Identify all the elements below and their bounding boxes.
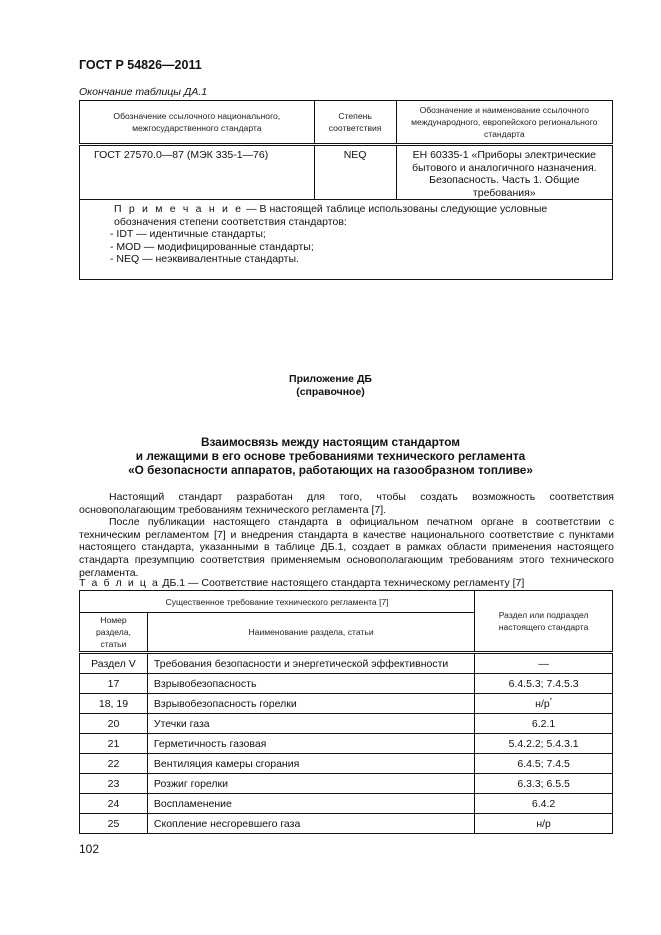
cell-number: 25 (80, 814, 148, 834)
cell-section: 5.4.2.2; 5.4.3.1 (475, 734, 613, 754)
table-row (80, 653, 613, 674)
cell-degree: NEQ (314, 145, 396, 200)
annex-subtitle: (справочное) (296, 386, 365, 398)
cell-number: 22 (80, 754, 148, 774)
table-da1 (79, 100, 613, 280)
cell-name: Герметичность газовая (147, 734, 474, 754)
cell-national: ГОСТ 27570.0—87 (МЭК 335-1—76) (80, 145, 315, 200)
footnote-marker: * (549, 697, 553, 704)
cell-section: 6.4.2 (475, 794, 613, 814)
cell-section: 6.4.5; 7.4.5 (475, 754, 613, 774)
title-line: и лежащими в его основе требованиями технического регламента (135, 449, 526, 463)
table-row (80, 774, 613, 794)
cell-number: 20 (80, 714, 148, 734)
table-row (80, 674, 613, 694)
note-item: - NEQ — неэквивалентные стандарты. (110, 253, 299, 266)
note-label: П р и м е ч а н и е (114, 203, 244, 215)
table-row (80, 814, 613, 834)
cell-name: Скопление несгоревшего газа (147, 814, 474, 834)
paragraph: Настоящий стандарт разработан для того, чтобы создать возможность соответствия основополагающим требованиям технического регламента [7]. (79, 491, 614, 516)
note-row (80, 200, 613, 280)
cell-number: Раздел V (80, 653, 148, 674)
note-item: - IDT — идентичные стандарты; (110, 228, 266, 241)
table-row (80, 714, 613, 734)
cell-section: 6.4.5.3; 7.4.5.3 (475, 674, 613, 694)
table-note (80, 200, 613, 280)
cell-name: Утечки газа (147, 714, 474, 734)
page-number: 102 (79, 842, 100, 856)
cell-number: 18, 19 (80, 694, 148, 714)
cell-number: 24 (80, 794, 148, 814)
column-header-number: Номер раздела, статьи (80, 613, 148, 653)
annex-title: Приложение ДБ (289, 373, 372, 385)
cell-section (475, 694, 613, 714)
group-header: Существенное требование технического регламента [7] (80, 591, 475, 613)
cell-name: Воспламенение (147, 794, 474, 814)
column-header-degree: Степень соответствия (314, 101, 396, 145)
table-header-row (80, 101, 613, 145)
cell-section: н/р (475, 814, 613, 834)
body-text (79, 491, 614, 579)
section-value: н/р (535, 697, 550, 710)
column-header-national: Обозначение ссылочного национального, межгосударственного стандарта (80, 101, 315, 145)
table-caption (79, 577, 524, 589)
cell-section: 6.3.3; 6.5.5 (475, 774, 613, 794)
group-header-row (80, 591, 613, 613)
cell-name: Взрывобезопасность горелки (147, 694, 474, 714)
title-line: «О безопасности аппаратов, работающих на газообразном топливе» (128, 463, 533, 477)
annex-heading (0, 373, 661, 399)
cell-section: 6.2.1 (475, 714, 613, 734)
cell-name: Взрывобезопасность (147, 674, 474, 694)
cell-international: ЕН 60335-1 «Приборы электрические бытового и аналогичного назначения. Безопасность. Часть 1. Общие требования» (396, 145, 612, 200)
table-db1 (79, 590, 613, 834)
cell-name: Требования безопасности и энергетической эффективности (147, 653, 474, 674)
column-header-section: Раздел или подраздел настоящего стандарта (475, 591, 613, 653)
paragraph: После публикации настоящего стандарта в официальном печатном органе в соответствии с техническим регламентом [7] и внедрения стандарта в качестве национального соответствие с пунктами настоящего стандарта, указанными в таблице ДБ.1, создает в рамках области применения настоящего стандарта презумпцию соответствия применяемым основополагающим требованиям этого технического регламента. (79, 516, 614, 579)
cell-name: Розжиг горелки (147, 774, 474, 794)
note-item: - MOD — модифицированные стандарты; (110, 240, 314, 253)
note-text: — В настоящей таблице использованы следующие условные обозначения степени соответствия стандартов: (114, 203, 548, 228)
table-row (80, 734, 613, 754)
table-row (80, 794, 613, 814)
cell-number: 21 (80, 734, 148, 754)
caption-text: ДБ.1 — Соответствие настоящего стандарта техническому регламенту [7] (159, 577, 525, 589)
column-header-name: Наименование раздела, статьи (147, 613, 474, 653)
caption-label: Т а б л и ц а (79, 577, 160, 589)
column-header-international: Обозначение и наименование ссылочного международного, европейского регионального стандарта (396, 101, 612, 145)
cell-section: — (475, 653, 613, 674)
table-row (80, 754, 613, 774)
table-continuation-label: Окончание таблицы ДА.1 (79, 86, 208, 98)
cell-number: 17 (80, 674, 148, 694)
document-id: ГОСТ Р 54826—2011 (79, 58, 202, 72)
table-row (80, 145, 613, 200)
table-row (80, 694, 613, 714)
cell-name: Вентиляция камеры сгорания (147, 754, 474, 774)
title-line: Взаимосвязь между настоящим стандартом (200, 435, 461, 449)
cell-number: 23 (80, 774, 148, 794)
section-title (0, 435, 661, 477)
